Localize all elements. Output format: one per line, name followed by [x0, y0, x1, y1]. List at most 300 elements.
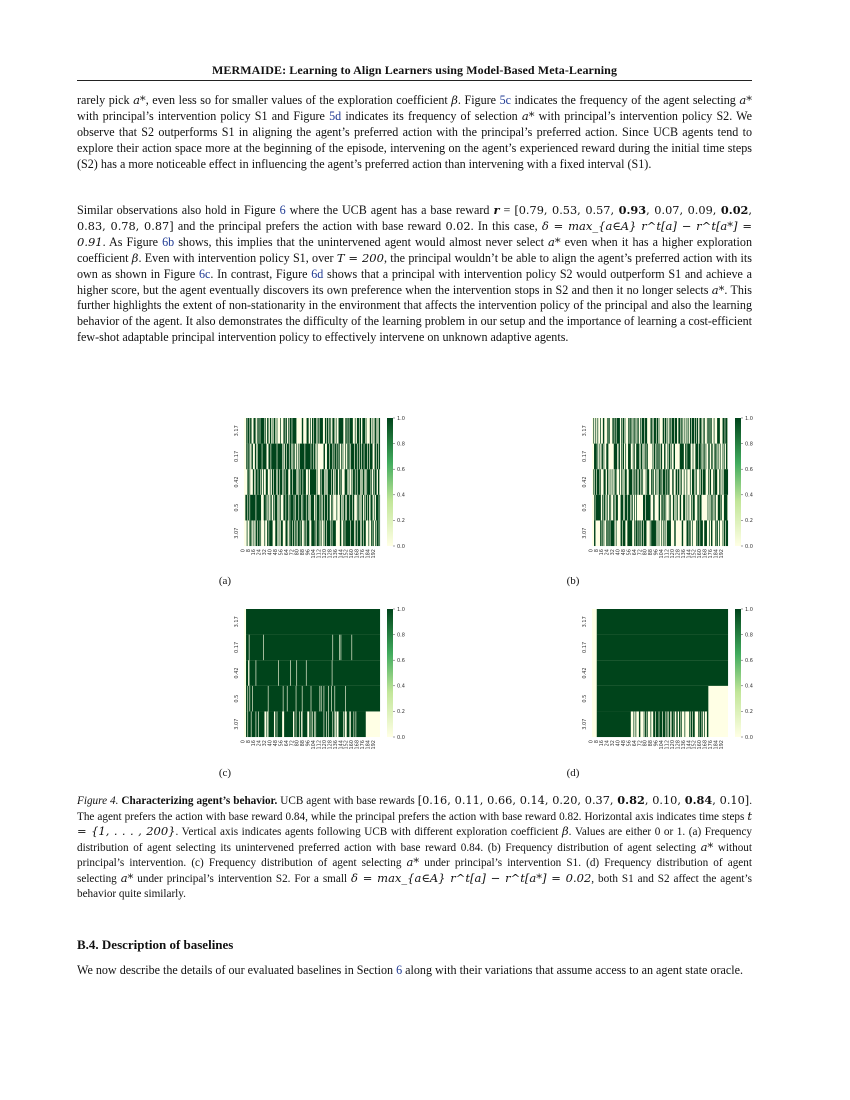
colorbar-tick-label: 0.0: [397, 734, 405, 741]
colorbar-tick-label: 1.0: [397, 415, 405, 422]
x-tick-label: 192: [370, 549, 377, 559]
heatmap-cell-run: [307, 520, 310, 546]
heatmap-cell-run: [669, 711, 670, 737]
heatmap-cell-run: [708, 495, 709, 521]
heatmap-cell-run: [336, 711, 337, 737]
heatmap-cell-run: [265, 418, 266, 444]
heatmap-cell-run: [659, 444, 660, 470]
x-tick-label: 192: [370, 740, 377, 750]
heatmap-cell-run: [610, 469, 611, 495]
x-tick-label: 8: [245, 549, 252, 553]
heatmap-cell-run: [653, 711, 655, 737]
heatmap-cell-run: [710, 469, 711, 495]
figure-ref-5c[interactable]: 5c: [499, 93, 511, 107]
heatmap-cell-run: [283, 418, 284, 444]
heatmap-cell-run: [313, 711, 314, 737]
x-tick-label: 64: [283, 740, 290, 747]
y-tick-label: 0.17: [582, 641, 588, 653]
heatmap-cell-run: [370, 495, 372, 521]
heatmap-cell-run: [636, 444, 639, 470]
heatmap-cell-run: [287, 444, 289, 470]
heatmap-cell-run: [669, 444, 670, 470]
heatmap-cell-run: [699, 418, 701, 444]
heatmap-cell-run: [721, 469, 722, 495]
heatmap-cell-run: [350, 495, 352, 521]
x-tick-label: 144: [338, 549, 345, 559]
heatmap-cell-run: [290, 469, 292, 495]
heatmap-cell-run: [268, 444, 270, 470]
heatmap-cell-run: [679, 711, 680, 737]
heatmap-cell-run: [719, 520, 720, 546]
heatmap-cell-run: [258, 418, 259, 444]
heatmap-cell-run: [285, 418, 286, 444]
heatmap-cell-run: [367, 469, 370, 495]
heatmap-cell-run: [333, 444, 334, 470]
heatmap-cell-run: [249, 520, 250, 546]
heatmap-cell-run: [692, 469, 694, 495]
heatmap-cell-run: [684, 469, 685, 495]
heatmap-cell-run: [659, 469, 661, 495]
heatmap-cell-run: [284, 469, 285, 495]
heatmap-cell-run: [599, 444, 600, 470]
heatmap-cell-run: [379, 444, 380, 470]
heatmap-cell-run: [256, 520, 257, 546]
colorbar-tick-label: 0.6: [397, 658, 405, 664]
heatmap-cell-run: [687, 418, 688, 444]
heatmap-cell-run: [616, 495, 618, 521]
heatmap-cell-run: [308, 469, 309, 495]
y-tick-label: 3.07: [234, 718, 240, 730]
heatmap-cell-run: [641, 469, 642, 495]
heatmap-cell-run: [347, 444, 348, 470]
heatmap-cell-run: [296, 444, 297, 470]
heatmap-cell-run: [669, 495, 670, 521]
heatmap-cell-run: [327, 520, 330, 546]
x-tick-label: 176: [708, 740, 715, 750]
heatmap-cell-run: [317, 520, 319, 546]
y-tick-label: 0.5: [234, 694, 240, 703]
heatmap-cell-run: [724, 469, 728, 495]
heatmap-cell-run: [593, 469, 594, 495]
x-tick-label: 40: [267, 740, 274, 747]
heatmap-cell-run: [699, 711, 701, 737]
heatmap-cell-run: [667, 418, 668, 444]
heatmap-cell-run: [286, 495, 288, 521]
heatmap-cell-run: [311, 495, 314, 521]
heatmap-cell-run: [702, 711, 703, 737]
heatmap-cell-run: [696, 520, 697, 546]
heatmap-panel-b: [485, 410, 755, 570]
heatmap-cell-run: [377, 418, 378, 444]
figure-ref-6b[interactable]: 6b: [162, 234, 175, 249]
heatmap-cell-run: [597, 444, 598, 470]
heatmap-cell-run: [689, 495, 690, 521]
heatmap-cell-run: [346, 686, 380, 712]
heatmap-cell-run: [634, 469, 635, 495]
colorbar-tick-label: 1.0: [745, 606, 753, 613]
heatmap-cell-run: [296, 495, 299, 521]
heatmap-cell-run: [663, 711, 666, 737]
x-tick-label: 136: [680, 740, 687, 750]
x-tick-label: 136: [680, 549, 687, 559]
x-tick-label: 64: [631, 740, 638, 747]
heatmap-cell-run: [246, 609, 380, 635]
heatmap-cell-run: [619, 444, 620, 470]
heatmap-cell-run: [699, 444, 701, 470]
heatmap-cell-run: [640, 418, 641, 444]
heatmap-cell-run: [280, 469, 282, 495]
x-tick-label: 168: [702, 549, 709, 559]
subfigure-label-c: (c): [218, 767, 232, 779]
heatmap-cell-run: [636, 495, 637, 521]
heatmap-cell-run: [676, 469, 677, 495]
heatmap-cell-run: [364, 444, 367, 470]
paragraph-1: rarely pick a*, even less so for smaller values of the exploration coefficient β. Figure 5c indicates the frequency of the agent selecting a* with principal’s intervention policy S1 and Figure 5d indicates its frequency of selection a* with principal’s intervention policy S2. We observe that S2 outperforms S1 in aligning the agent’s preferred action with the principal’s preferred action. Since UCB agents tend to explore their action space more at the beginning of the episode, intervening on the agent’s experienced reward during the initial time steps (S2) has a more noticeable effect in influencing the agent’s preferred action than intervening with a fixed interval (S1).: [77, 93, 752, 171]
heatmap-cell-run: [666, 711, 667, 737]
heatmap-cell-run: [600, 469, 601, 495]
heatmap-cell-run: [661, 520, 662, 546]
heatmap-cell-run: [650, 418, 651, 444]
heatmap-cell-run: [339, 469, 340, 495]
x-tick-label: 152: [691, 549, 698, 559]
heatmap-cell-run: [612, 418, 613, 444]
colorbar-tick-label: 0.4: [397, 492, 405, 499]
heatmap-cell-run: [314, 444, 315, 470]
x-tick-label: 104: [659, 549, 666, 559]
heatmap-cell-run: [285, 469, 288, 495]
heatmap-cell-run: [633, 418, 634, 444]
x-tick-label: 40: [267, 549, 274, 556]
figure-label: Figure 4.: [77, 795, 119, 807]
heatmap-cell-run: [258, 520, 260, 546]
x-tick-label: 80: [294, 549, 301, 556]
heatmap-cell-run: [654, 418, 656, 444]
heatmap-cell-run: [324, 686, 328, 712]
heatmap-cell-run: [273, 495, 274, 521]
heatmap-cell-run: [307, 418, 309, 444]
heatmap-cell-run: [714, 444, 715, 470]
heatmap-cell-run: [715, 520, 716, 546]
colorbar-tick-label: 0.4: [745, 492, 753, 499]
heatmap-cell-run: [712, 444, 713, 470]
heatmap-cell-run: [247, 520, 248, 546]
y-tick-label: 3.17: [582, 425, 588, 437]
heatmap-cell-run: [610, 495, 611, 521]
heatmap-cell-run: [621, 444, 622, 470]
heatmap-cell-run: [251, 520, 252, 546]
x-tick-label: 136: [332, 740, 339, 750]
heatmap-cell-run: [695, 469, 696, 495]
heatmap-cell-run: [334, 469, 335, 495]
heatmap-cell-run: [256, 495, 261, 521]
heatmap-cell-run: [703, 469, 706, 495]
figure-ref-5d[interactable]: 5d: [329, 108, 342, 123]
heatmap-cell-run: [724, 520, 725, 546]
heatmap-cell-run: [247, 469, 248, 495]
heatmap-cell-run: [289, 520, 290, 546]
heatmap-cell-run: [375, 418, 376, 444]
heatmap-cell-run: [623, 444, 624, 470]
x-tick-label: 16: [251, 740, 258, 747]
heatmap-cell-run: [645, 444, 646, 470]
x-tick-label: 80: [642, 740, 649, 747]
y-tick-label: 0.17: [234, 641, 240, 653]
heatmap-cell-run: [723, 469, 724, 495]
heatmap-cell-run: [641, 444, 642, 470]
heatmap-cell-run: [628, 444, 631, 470]
heatmap-cell-run: [638, 520, 639, 546]
heatmap-cell-run: [332, 469, 333, 495]
heatmap-cell-run: [619, 469, 620, 495]
heatmap-cell-run: [714, 469, 717, 495]
heatmap-cell-run: [283, 469, 284, 495]
heatmap-cell-run: [371, 520, 372, 546]
heatmap-cell-run: [612, 469, 613, 495]
heatmap-cell-run: [325, 418, 326, 444]
heatmap-cell-run: [610, 520, 614, 546]
x-tick-label: 8: [593, 549, 600, 553]
figure-ref-6c[interactable]: 6c: [198, 266, 211, 281]
heatmap-cell-run: [625, 495, 628, 521]
heatmap-cell-run: [607, 469, 608, 495]
x-tick-label: 64: [631, 549, 638, 556]
paragraph-2: Similar observations also hold in Figure 6 where the UCB agent has a base reward r = [0.79, 0.53, 0.57, 0.93, 0.07, 0.09, 0.02, 0.83, 0.78, 0.87] and the principal prefers the action with base reward 0.02. In this case, δ = max_{a∈A} r^t[a] − r^t[a*] = 0.91. As Figure 6b shows, this implies that the unintervened agent would almost never select a* even when it has a higher exploration coefficient β. Even with intervention policy S1, over T = 200, the principal wouldn’t be able to align the agent’s preferred action with its own as shown in Figure 6c. In contrast, Figure 6d shows that a principal with intervention policy S2 would outperform S1 and achieve a higher score, but the agent eventually discovers its own preference when the intervention stops in S2 and then it no longer selects a*. This further highlights the extent of non-stationarity in the environment that affects the intervention policy of the principal and also the learning behavior of the agent. It also demonstrates the difficulty of the learning problem in our setup and the importance of learning a cost-efficient few-shot adaptable principal intervention policy to effectively intervene on unknown adaptive agents.: [77, 203, 753, 345]
heatmap-cell-run: [294, 444, 295, 470]
heatmap-cell-run: [284, 711, 293, 737]
heatmap-cell-run: [606, 520, 607, 546]
heatmap-cell-run: [712, 495, 713, 521]
heatmap-cell-run: [644, 711, 645, 737]
heatmap-cell-run: [315, 495, 316, 521]
x-tick-label: 48: [620, 549, 627, 556]
y-tick-label: 0.42: [234, 476, 240, 488]
heatmap-cell-run: [311, 520, 314, 546]
x-tick-label: 88: [300, 740, 307, 747]
x-tick-label: 48: [620, 740, 627, 747]
heatmap-cell-run: [264, 495, 266, 521]
heatmap-cell-run: [690, 469, 691, 495]
heatmap-cell-run: [319, 520, 320, 546]
heatmap-cell-run: [300, 711, 301, 737]
heatmap-cell-run: [719, 469, 720, 495]
heatmap-cell-run: [279, 495, 280, 521]
heatmap-cell-run: [290, 495, 293, 521]
x-tick-label: 96: [305, 740, 312, 747]
y-tick-label: 0.42: [234, 667, 240, 679]
heatmap-cell-run: [623, 520, 626, 546]
colorbar: [387, 609, 393, 737]
heatmap-cell-run: [294, 495, 295, 521]
heatmap-cell-run: [266, 495, 267, 521]
heatmap-cell-run: [614, 495, 615, 521]
x-tick-label: 128: [675, 740, 682, 750]
heatmap-cell-run: [332, 520, 335, 546]
x-tick-label: 56: [626, 549, 633, 556]
heatmap-cell-run: [315, 520, 316, 546]
heatmap-cell-run: [654, 444, 655, 470]
heatmap-cell-run: [710, 495, 711, 521]
heatmap-cell-run: [614, 444, 617, 470]
heatmap-cell-run: [310, 418, 311, 444]
heatmap-cell-run: [666, 469, 667, 495]
heatmap-cell-run: [667, 520, 671, 546]
heatmap-cell-run: [704, 711, 705, 737]
colorbar: [735, 418, 741, 546]
heatmap-cell-run: [332, 495, 333, 521]
heatmap-cell-run: [659, 711, 662, 737]
heatmap-cell-run: [659, 520, 660, 546]
heatmap-cell-run: [639, 711, 640, 737]
heatmap-cell-run: [621, 418, 622, 444]
heatmap-cell-run: [682, 520, 683, 546]
heatmap-cell-run: [305, 444, 310, 470]
heatmap-cell-run: [657, 444, 658, 470]
heatmap-cell-run: [718, 444, 719, 470]
heatmap-cell-run: [628, 495, 630, 521]
x-tick-label: 32: [262, 549, 269, 556]
x-tick-label: 112: [664, 549, 671, 559]
heatmap-cell-run: [330, 444, 333, 470]
x-tick-label: 104: [659, 740, 666, 750]
heatmap-cell-run: [327, 711, 328, 737]
heatmap-cell-run: [272, 469, 273, 495]
heatmap-cell-run: [264, 520, 265, 546]
heatmap-cell-run: [258, 444, 262, 470]
heatmap-cell-run: [251, 711, 255, 737]
heatmap-cell-run: [707, 418, 708, 444]
heatmap-cell-run: [704, 418, 705, 444]
heatmap-cell-run: [253, 686, 268, 712]
heatmap-cell-run: [687, 520, 689, 546]
heatmap-cell-run: [647, 711, 648, 737]
heatmap-cell-run: [279, 520, 280, 546]
heatmap-cell-run: [340, 520, 341, 546]
heatmap-cell-run: [360, 418, 361, 444]
heatmap-cell-run: [366, 418, 367, 444]
colorbar-tick-label: 1.0: [745, 415, 753, 422]
heatmap-cell-run: [600, 520, 601, 546]
heatmap-cell-run: [320, 495, 321, 521]
heatmap-cell-run: [343, 444, 344, 470]
heatmap-cell-run: [303, 469, 306, 495]
figure-ref-6d[interactable]: 6d: [311, 266, 324, 281]
heatmap-cell-run: [259, 711, 264, 737]
heatmap-cell-run: [325, 495, 327, 521]
heatmap-cell-run: [644, 444, 645, 470]
heatmap-cell-run: [608, 418, 609, 444]
colorbar-tick-label: 0.4: [397, 683, 405, 690]
heatmap-cell-run: [328, 469, 331, 495]
heatmap-cell-run: [631, 495, 632, 521]
heatmap-cell-run: [274, 418, 275, 444]
heatmap-cell-run: [653, 418, 654, 444]
heatmap-cell-run: [699, 469, 700, 495]
heatmap-cell-run: [373, 469, 374, 495]
heatmap-cell-run: [273, 418, 274, 444]
heatmap-cell-run: [298, 444, 299, 470]
heatmap-cell-run: [351, 469, 352, 495]
heatmap-cell-run: [378, 469, 379, 495]
heatmap-cell-run: [597, 635, 728, 661]
heatmap-cell-run: [636, 711, 637, 737]
heatmap-cell-run: [340, 495, 341, 521]
heatmap-cell-run: [616, 418, 619, 444]
heatmap-cell-run: [345, 469, 348, 495]
heatmap-cell-run: [673, 495, 674, 521]
heatmap-cell-run: [366, 469, 367, 495]
heatmap-cell-run: [271, 444, 276, 470]
heatmap-cell-run: [289, 495, 290, 521]
heatmap-cell-run: [370, 444, 373, 470]
heatmap-cell-run: [640, 444, 641, 470]
heatmap-cell-run: [312, 418, 313, 444]
heatmap-cell-run: [726, 444, 727, 470]
heatmap-cell-run: [288, 418, 289, 444]
section-ref-6[interactable]: 6: [396, 963, 403, 977]
heatmap-cell-run: [668, 469, 669, 495]
heatmap-cell-run: [337, 444, 338, 470]
heatmap-cell-run: [267, 520, 268, 546]
heatmap-cell-run: [602, 444, 603, 470]
heatmap-cell-run: [638, 469, 639, 495]
subfigure-label-b: (b): [566, 575, 580, 587]
heatmap-cell-run: [684, 711, 685, 737]
heatmap-cell-run: [692, 418, 694, 444]
heatmap-cell-run: [358, 444, 359, 470]
x-tick-label: 168: [354, 740, 361, 750]
heatmap-cell-run: [625, 469, 627, 495]
heatmap-cell-run: [351, 444, 354, 470]
heatmap-cell-run: [356, 520, 357, 546]
heatmap-cell-run: [625, 444, 626, 470]
figure-ref-6[interactable]: 6: [279, 203, 286, 217]
heatmap-cell-run: [246, 660, 248, 686]
section-heading: B.4. Description of baselines: [77, 937, 234, 952]
heatmap-cell-run: [357, 418, 359, 444]
heatmap-cell-run: [268, 495, 269, 521]
heatmap-cell-run: [294, 711, 295, 737]
heatmap-cell-run: [678, 469, 679, 495]
figure-caption: Figure 4. Characterizing agent’s behavior. UCB agent with base rewards [0.16, 0.11, 0.66, 0.14, 0.20, 0.37, 0.82, 0.10, 0.84, 0.10]. The agent prefers the action with base reward 0.84, while the principal prefers the action with base reward 0.82. Horizontal axis indicates time steps t = {1, . . . , 200}. Vertical axis indicates agents following UCB with different exploration coefficient β. Values are either 0 or 1. (a) Frequency distribution of agent selecting its unintervened preferred action with base reward 0.84. (b) Frequency distribution of agent selecting a* without principal’s intervention. (c) Frequency distribution of agent selecting a* under principal’s intervention S1. (d) Frequency distribution of agent selecting a* under principal’s intervention S2. For a small δ = max_{a∈A} r^t[a] − r^t[a*] = 0.02, both S1 and S2 affect the agent’s behavior quite similarly.: [77, 793, 753, 900]
heatmap-cell-run: [332, 660, 380, 686]
heatmap-cell-run: [640, 520, 641, 546]
heatmap-cell-run: [661, 469, 662, 495]
heatmap-cell-run: [274, 469, 276, 495]
heatmap-cell-run: [281, 520, 283, 546]
heatmap-cell-run: [680, 444, 684, 470]
x-tick-label: 16: [251, 549, 258, 556]
heatmap-cell-run: [317, 418, 318, 444]
section-paragraph: We now describe the details of our evaluated baselines in Section 6 along with their variations that assume access to an agent state oracle.: [77, 963, 743, 977]
heatmap-cell-run: [324, 444, 325, 470]
heatmap-cell-run: [362, 469, 363, 495]
heatmap-cell-run: [704, 520, 707, 546]
x-tick-label: 96: [653, 549, 660, 556]
heatmap-cell-run: [665, 520, 666, 546]
heatmap-cell-run: [627, 520, 632, 546]
heatmap-cell-run: [269, 520, 272, 546]
math-a-star: a*: [133, 93, 146, 107]
heatmap-cell-run: [345, 444, 346, 470]
heatmap-cell-run: [656, 711, 659, 737]
heatmap-cell-run: [687, 444, 690, 470]
heatmap-cell-run: [688, 418, 689, 444]
x-tick-label: 160: [349, 549, 356, 559]
heatmap-cell-run: [681, 711, 682, 737]
heatmap-cell-run: [723, 418, 725, 444]
heatmap-cell-run: [614, 418, 615, 444]
heatmap-cell-run: [661, 444, 662, 470]
